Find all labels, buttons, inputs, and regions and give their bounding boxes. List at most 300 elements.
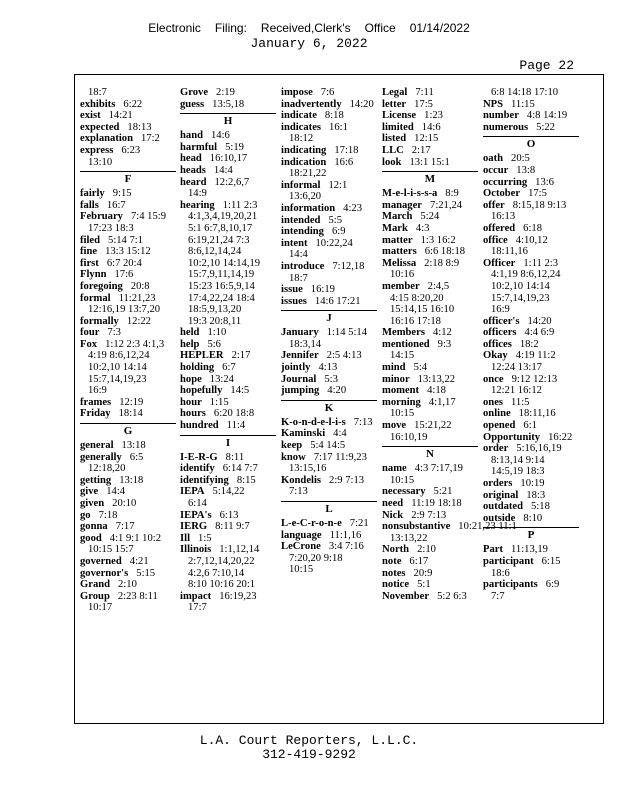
index-word: given xyxy=(80,498,105,509)
page-line-refs: 6:23 xyxy=(121,144,141,156)
index-entry xyxy=(281,203,377,215)
page-line-refs: 2:19 xyxy=(216,87,235,98)
index-word: give xyxy=(80,486,99,498)
page-line-refs: 1:11 2:3 xyxy=(523,257,558,269)
page-line-refs: 14:6 xyxy=(421,121,441,133)
index-word: occur xyxy=(483,164,509,176)
index-entry xyxy=(180,350,276,362)
index-word: original xyxy=(483,489,519,501)
page-line-refs: 10:2,10 14:14 xyxy=(491,280,550,292)
index-entry xyxy=(180,452,276,464)
index-entry xyxy=(382,281,478,327)
page-line-refs: 15:21,22 xyxy=(414,420,452,432)
page-line-refs: 18:3 xyxy=(526,489,546,501)
page-line-refs: 13:24 xyxy=(209,373,234,385)
page-line-refs: 12:19 xyxy=(119,396,144,408)
index-word: offered xyxy=(483,222,516,234)
index-letter-header: I xyxy=(180,435,276,450)
page-line-refs: 14:6 xyxy=(210,130,230,142)
index-word: offices xyxy=(483,338,512,350)
filing-part: Received,Clerk's xyxy=(260,21,351,35)
page-line-refs: 14:4 xyxy=(213,164,233,176)
page-line-refs: 18:6 xyxy=(491,567,510,579)
page-line-refs: 4:15 8:20,20 xyxy=(390,292,444,304)
page-line-refs: 12:22 xyxy=(126,315,151,327)
page-line-refs: 6:9 xyxy=(545,579,560,591)
index-word: hundred xyxy=(180,420,219,432)
index-entry xyxy=(382,235,478,247)
index-word: issues xyxy=(281,295,307,307)
index-letter-header: J xyxy=(281,310,377,325)
index-entry xyxy=(382,486,478,498)
index-word: nonsubstantive xyxy=(382,521,451,533)
reporter-name: L.A. Court Reporters, L.L.C. xyxy=(199,733,419,748)
index-word: express xyxy=(80,144,114,156)
page-line-refs: 8:15 xyxy=(236,474,256,486)
index-letter-header: F xyxy=(80,171,176,186)
index-word: Members xyxy=(382,327,425,339)
index-word: indication xyxy=(281,156,327,168)
index-entry xyxy=(483,316,579,328)
index-word: identifying xyxy=(180,474,229,486)
page-line-refs: 19:3 20:8,11 xyxy=(188,315,242,327)
page-line-refs: 18:5,9,13,20 xyxy=(188,304,242,316)
index-entry xyxy=(483,501,579,513)
index-entry xyxy=(281,122,377,145)
index-entry xyxy=(281,518,377,530)
index-entry xyxy=(180,99,276,111)
index-entry xyxy=(281,327,377,350)
index-entry xyxy=(483,327,579,339)
index-word: IERG xyxy=(180,521,208,533)
page-line-refs: 5:6 xyxy=(207,338,221,350)
index-entry xyxy=(483,165,579,177)
page-line-refs: 13:18 xyxy=(121,440,146,452)
index-entry xyxy=(281,110,377,122)
index-word: language xyxy=(281,529,322,541)
index-entry xyxy=(483,223,579,235)
page-line-refs: 13:5,18 xyxy=(212,98,245,110)
page-line-refs: 2:10 xyxy=(118,579,137,591)
page-line-refs: 18:11,16 xyxy=(518,408,556,420)
page-line-refs: 16:22 xyxy=(548,431,573,443)
index-word: officer's xyxy=(483,315,520,327)
page-line-refs: 11:19 18:18 xyxy=(411,498,462,509)
index-word: Mark xyxy=(382,222,408,234)
page-line-refs: 14:6 17:21 xyxy=(314,295,361,307)
index-word: held xyxy=(180,327,200,339)
page-line-refs: 6:13 xyxy=(219,509,239,521)
index-word: M-e-l-i-s-s-a xyxy=(382,188,438,200)
page-line-refs: 13:10 xyxy=(88,156,113,168)
index-entry xyxy=(180,420,276,432)
page-line-refs: 16:1 xyxy=(329,121,348,133)
index-entry xyxy=(382,544,478,556)
index-word: governor's xyxy=(80,567,129,579)
page-line-refs: 4:20 xyxy=(327,385,347,397)
page-line-refs: 5:4 xyxy=(413,362,428,374)
index-word: LeCrone xyxy=(281,541,321,553)
index-entry xyxy=(80,440,176,452)
index-entry xyxy=(483,339,579,351)
index-word: Kaminski xyxy=(281,428,326,440)
index-box xyxy=(74,74,604,724)
page-line-refs: 10:15 xyxy=(390,408,415,420)
index-entry xyxy=(483,420,579,432)
page-line-refs: 18:7 xyxy=(289,272,308,284)
page-line-refs: 11:15 xyxy=(511,98,535,110)
index-word: K-o-n-d-e-l-i-s xyxy=(281,416,346,428)
index-word: frames xyxy=(80,396,112,408)
page-line-refs: 12:15 xyxy=(414,133,439,145)
page-line-refs: 13:6,20 xyxy=(289,191,322,203)
page-line-refs: 14:20 xyxy=(349,98,374,110)
index-word: minor xyxy=(382,373,410,385)
page-line-refs: 17:23 18:3 xyxy=(88,222,134,234)
filing-part: 01/14/2022 xyxy=(409,21,470,35)
page-line-refs: 10:15 xyxy=(390,474,415,486)
index-word: head xyxy=(180,153,202,165)
index-word: October xyxy=(483,188,521,200)
index-entry xyxy=(483,544,579,556)
page-line-refs: 2:4,5 xyxy=(427,280,450,292)
index-entry xyxy=(281,87,377,99)
page-line-refs: 4:1,3,4,19,20,21 xyxy=(188,211,258,223)
index-word: mind xyxy=(382,362,406,374)
page-line-refs: 15:23 16:5,9,14 xyxy=(188,280,255,292)
page-line-refs: 7:13 xyxy=(289,486,308,498)
index-entry xyxy=(80,188,176,200)
index-entry xyxy=(483,122,579,134)
index-word: March xyxy=(382,211,413,223)
page-line-refs: 6:7 20:4 xyxy=(106,257,142,269)
index-word: expected xyxy=(80,121,120,133)
index-entry xyxy=(281,428,377,440)
page-line-refs: 5:5 xyxy=(328,214,342,226)
page-line-refs: 16:19,23 xyxy=(219,590,257,602)
index-entry xyxy=(483,513,579,525)
index-entry xyxy=(281,296,377,308)
index-entry xyxy=(382,258,478,281)
index-word: Part xyxy=(483,544,503,556)
page-line-refs: 18:13 xyxy=(127,121,152,133)
index-entry xyxy=(281,530,377,542)
index-entry xyxy=(483,579,579,602)
index-word: February xyxy=(80,211,123,223)
hearing-date: January 6, 2022 xyxy=(250,36,368,51)
index-entry xyxy=(483,556,579,579)
index-word: notes xyxy=(382,567,406,579)
page-line-refs: 2:17 xyxy=(231,350,251,362)
index-entry xyxy=(483,177,579,189)
index-word: getting xyxy=(80,474,112,486)
page-line-refs: 16:6 xyxy=(334,156,354,168)
index-entry xyxy=(180,397,276,409)
page-line-refs: 7:18 xyxy=(98,509,118,521)
index-word: hour xyxy=(180,396,202,408)
page-line-refs: 16:19 xyxy=(310,284,335,296)
index-entry xyxy=(483,110,579,122)
page-line-refs: 6:9 xyxy=(331,226,346,238)
page-line-refs: 1:11 2:3 xyxy=(222,199,258,211)
page-line-refs: 1:23 xyxy=(424,110,443,122)
index-word: governed xyxy=(80,555,122,567)
index-entry xyxy=(180,591,276,614)
index-word: outside xyxy=(483,512,516,524)
page-line-refs: 20:9 xyxy=(413,567,433,579)
page-line-refs: 1:15 xyxy=(209,396,229,408)
index-entry xyxy=(483,443,579,478)
index-entry xyxy=(483,200,579,223)
index-entry xyxy=(382,200,478,212)
index-entry xyxy=(483,432,579,444)
index-word: foregoing xyxy=(80,280,123,292)
page-line-refs: 16:9 xyxy=(491,304,510,316)
index-entry xyxy=(80,498,176,510)
index-word: falls xyxy=(80,199,99,211)
index-word: hearing xyxy=(180,199,215,211)
page-line-refs: 17:6 xyxy=(114,269,134,281)
page-line-refs: 5:14 7:1 xyxy=(108,234,144,246)
index-word: inadvertently xyxy=(281,98,342,110)
index-entry xyxy=(281,475,377,498)
index-entry xyxy=(80,486,176,498)
page-line-refs: 4:18 xyxy=(427,385,446,397)
page-line-refs: 7:12,18 xyxy=(332,260,365,272)
page-line-refs: 1:3 16:2 xyxy=(420,234,456,246)
index-entry xyxy=(180,374,276,386)
index-word: hours xyxy=(180,408,206,420)
page-line-refs: 1:12 2:3 4:1,3 xyxy=(105,338,165,350)
index-entry xyxy=(281,157,377,180)
page-line-refs: 6:19,21,24 7:3 xyxy=(188,234,250,246)
index-letter-header: O xyxy=(483,136,579,151)
index-word: office xyxy=(483,234,508,246)
page-line-refs: 1:14 5:14 xyxy=(326,327,368,339)
index-entry xyxy=(281,145,377,157)
index-word: heads xyxy=(180,164,206,176)
page-line-refs: 12:16,19 13:7,20 xyxy=(88,304,161,316)
index-entry xyxy=(382,99,478,111)
index-entry xyxy=(281,180,377,203)
index-word: IEPA xyxy=(180,486,205,498)
page-line-refs: 12:18,20 xyxy=(88,463,126,475)
page-line-refs: 20:5 xyxy=(511,153,530,165)
page-line-refs: 18:14 xyxy=(118,408,143,420)
page-line-refs: 14:21 xyxy=(108,110,133,122)
index-entry xyxy=(281,284,377,296)
index-entry xyxy=(281,541,377,576)
index-entry xyxy=(483,350,579,373)
page-line-refs: 5:22 xyxy=(536,121,555,133)
page-line-refs: 17:4,22,24 18:4 xyxy=(188,292,255,304)
page-line-refs: 14:20 xyxy=(527,315,552,327)
index-word: Group xyxy=(80,590,110,602)
index-entry xyxy=(80,579,176,591)
page-line-refs: 20:8 xyxy=(130,280,150,292)
index-entry xyxy=(80,235,176,247)
index-letter-header: N xyxy=(382,446,478,461)
page-line-refs: 4:23 xyxy=(343,202,362,214)
index-word: fairly xyxy=(80,188,105,200)
index-word: Flynn xyxy=(80,269,107,281)
page-line-refs: 4:2,6 7:10,14 xyxy=(188,567,245,579)
page-line-refs: 7:11 xyxy=(415,87,434,98)
index-word: participant xyxy=(483,555,534,567)
index-entry xyxy=(483,99,579,111)
index-word: License xyxy=(382,110,417,122)
index-word: jointly xyxy=(281,362,311,374)
index-word: introduce xyxy=(281,260,325,272)
index-entry xyxy=(80,133,176,145)
page-line-refs: 1:5 xyxy=(198,532,212,544)
index-letter-header: H xyxy=(180,113,276,128)
index-entry xyxy=(382,498,478,510)
index-entry xyxy=(281,374,377,386)
page-line-refs: 8:11 9:7 xyxy=(215,521,250,533)
index-word: go xyxy=(80,509,91,521)
index-entry xyxy=(382,568,478,580)
index-letter-header: G xyxy=(80,423,176,438)
page-line-refs: 6:20 18:8 xyxy=(213,408,255,420)
index-entry xyxy=(180,475,276,487)
page-line-refs: 10:17 xyxy=(88,602,113,614)
index-word: occurring xyxy=(483,176,528,188)
index-word: Grove xyxy=(180,87,209,98)
index-entry xyxy=(281,350,377,362)
index-word: officers xyxy=(483,327,517,339)
page-line-refs: 11:4 xyxy=(226,420,246,432)
page-line-refs: 6:17 xyxy=(409,555,429,567)
index-word: identify xyxy=(180,463,215,475)
filing-part: Filing: xyxy=(214,21,247,35)
index-entry xyxy=(80,452,176,475)
page-line-refs: 5:3 xyxy=(324,373,338,385)
index-word: Nick xyxy=(382,509,404,521)
index-word: gonna xyxy=(80,521,108,533)
page-line-refs: 16:16 17:18 xyxy=(390,315,441,327)
index-word: Jennifer xyxy=(281,350,319,362)
page-line-refs: 6:15 xyxy=(541,555,561,567)
index-word: moment xyxy=(382,385,420,397)
index-word: Kondelis xyxy=(281,474,322,486)
page-line-refs: 17:18 xyxy=(334,144,359,156)
page-line-refs: 18:2 xyxy=(519,338,539,350)
index-word: fine xyxy=(80,246,98,258)
index-word: issue xyxy=(281,284,303,296)
page-line-refs: 4:1,19 8:6,12,24 xyxy=(491,269,561,281)
page-line-refs: 5:14,22 xyxy=(212,486,245,498)
index-word: holding xyxy=(180,362,215,374)
index-word: Officer xyxy=(483,257,516,269)
index-letter-header: L xyxy=(281,501,377,516)
index-entry xyxy=(80,339,176,397)
index-word: Illinois xyxy=(180,544,212,556)
index-word: ones xyxy=(483,396,504,408)
page-line-refs: 1:10 xyxy=(207,327,227,339)
page-line-refs: 12:24 13:17 xyxy=(491,362,542,374)
index-entry xyxy=(180,142,276,154)
index-entry xyxy=(281,417,377,429)
index-entry xyxy=(80,246,176,258)
index-word: Okay xyxy=(483,350,508,362)
index-entry xyxy=(382,133,478,145)
page-line-refs: 7:7 xyxy=(491,590,505,602)
index-entry xyxy=(483,87,579,99)
page-line-refs: 16:9 xyxy=(88,385,107,397)
page-line-refs: 13:6 xyxy=(535,176,554,188)
index-word: Friday xyxy=(80,408,111,420)
index-entry xyxy=(180,408,276,420)
index-entry xyxy=(382,327,478,339)
page-line-refs: 10:22,24 xyxy=(315,237,353,249)
page-line-refs: 2:5 4:13 xyxy=(326,350,362,362)
index-word: notice xyxy=(382,579,410,591)
page-line-refs: 6:6 18:18 xyxy=(424,246,466,258)
page-line-refs: 10:21,23 11:1 xyxy=(458,521,517,533)
index-entry xyxy=(180,200,276,328)
index-word: informal xyxy=(281,179,321,191)
page-line-refs: 15:14,15 16:10 xyxy=(390,304,455,316)
page-line-refs: 14:15 xyxy=(390,350,415,362)
page-line-refs: 4:4 6:9 xyxy=(524,327,555,339)
page-line-refs: 3:4 7:16 xyxy=(328,541,364,553)
index-word: filed xyxy=(80,234,101,246)
index-entry xyxy=(180,521,276,533)
index-entry xyxy=(382,510,478,522)
page-line-refs: 17:2 xyxy=(140,133,160,145)
page-line-refs: 18:12 xyxy=(289,133,314,145)
page-line-refs: 14:4 xyxy=(289,249,308,261)
index-entry xyxy=(382,157,478,169)
page-line-refs: 2:9 7:13 xyxy=(329,474,365,486)
index-word: Ill xyxy=(180,532,191,544)
index-word: information xyxy=(281,202,336,214)
page-line-refs: 18:7 xyxy=(88,87,107,98)
index-column-3 xyxy=(281,87,377,576)
index-entry xyxy=(382,397,478,420)
page-line-refs: 4:3 7:17,19 xyxy=(414,463,463,475)
page-line-refs: 7:21 xyxy=(349,518,369,529)
page-line-refs: 18:3,14 xyxy=(289,338,322,350)
page-line-refs: 2:7,12,14,20,22 xyxy=(188,555,255,567)
index-entry xyxy=(382,420,478,443)
page-line-refs: 2:23 8:11 xyxy=(117,590,158,602)
page-line-refs: 4:3 xyxy=(415,222,430,234)
index-word: four xyxy=(80,327,100,339)
index-entry xyxy=(180,87,276,99)
index-entry xyxy=(80,568,176,580)
page-line-refs: 4:10,12 xyxy=(515,234,548,246)
page-line-refs: 7:6 xyxy=(320,87,335,98)
page-line-refs: 6:1 xyxy=(523,420,537,432)
index-entry xyxy=(382,591,478,603)
index-word: exhibits xyxy=(80,98,116,110)
index-word: keep xyxy=(281,440,303,452)
page-line-refs: 12:1 xyxy=(328,179,348,191)
index-entry xyxy=(382,374,478,386)
index-word: Opportunity xyxy=(483,431,541,443)
page-line-refs: 4:13 xyxy=(318,362,338,374)
index-letter-header: M xyxy=(382,171,478,186)
page-line-refs: 9:12 12:13 xyxy=(511,373,558,385)
index-word: hope xyxy=(180,373,202,385)
index-entry xyxy=(80,211,176,234)
page-line-refs: 6:14 7:7 xyxy=(222,463,258,475)
index-entry xyxy=(180,130,276,142)
page-line-refs: 11:21,23 xyxy=(118,292,156,304)
index-word: intended xyxy=(281,214,321,226)
